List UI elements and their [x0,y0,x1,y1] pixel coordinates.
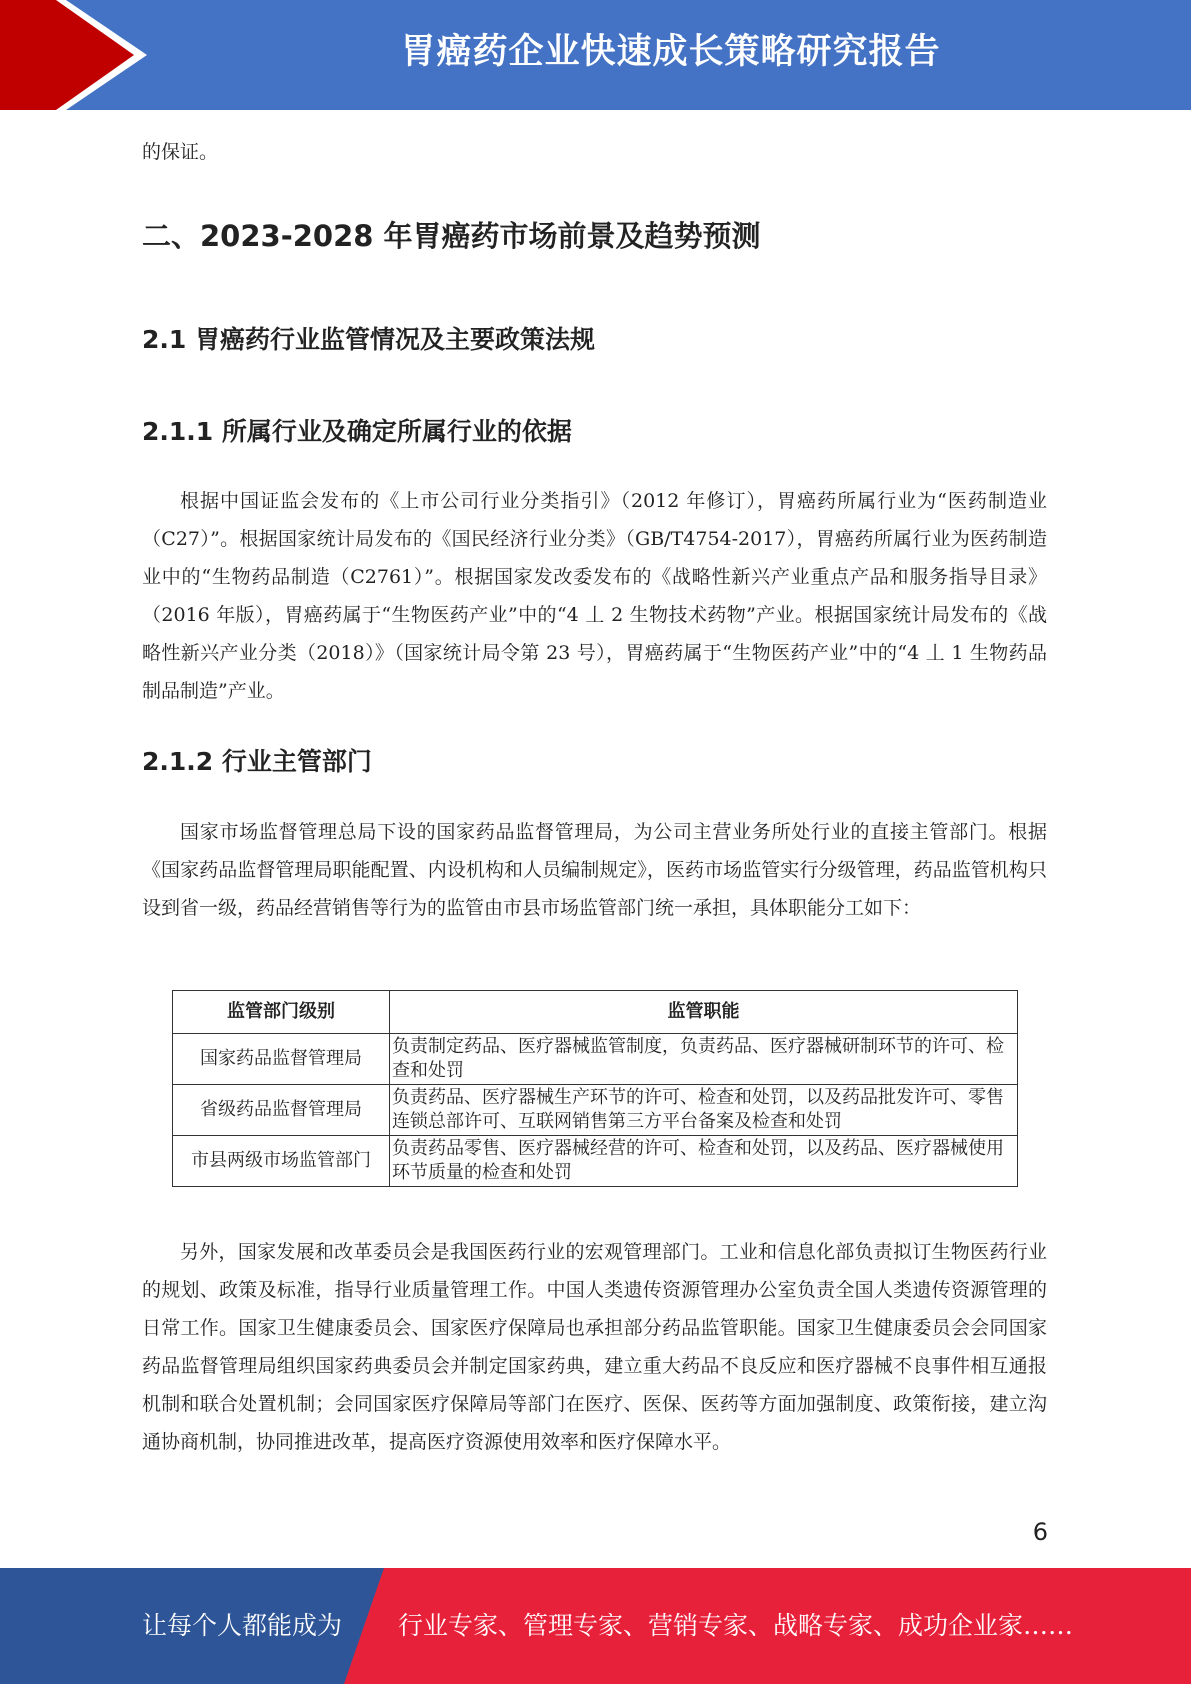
footer-slogan-right: 行业专家、管理专家、营销专家、战略专家、成功企业家…… [398,1611,1074,1640]
page-header [0,0,1191,110]
table-cell-function: 负责药品零售、医疗器械经营的许可、检查和处罚，以及药品、医疗器械使用环节质量的检查和处罚 [390,1136,1018,1187]
table-header-row [173,991,1018,1034]
table-row [173,1136,1018,1187]
table-row [173,1085,1018,1136]
page-body [142,134,1047,1453]
table-cell-level: 省级药品监督管理局 [173,1085,390,1136]
table-cell-function: 负责药品、医疗器械生产环节的许可、检查和处罚，以及药品批发许可、零售连锁总部许可、互联网销售第三方平台备案及检查和处罚 [390,1085,1018,1136]
section-heading: 二、2023-2028 年胃癌药市场前景及趋势预测 [142,219,761,253]
table-header-function: 监管职能 [390,991,1018,1034]
table-cell-level: 市县两级市场监管部门 [173,1136,390,1187]
page-footer [0,1568,1191,1684]
supervision-table [172,990,1018,1187]
table-row [173,1034,1018,1085]
continuation-text: 的保证。 [142,141,219,163]
authority-paragraph: 国家市场监督管理总局下设的国家药品监督管理局，为公司主营业务所处行业的直接主管部门。根据《国家药品监督管理局职能配置、内设机构和人员编制规定》，医药市场监管实行分级管理，药品监管机构只设到省一级，药品经营销售等行为的监管由市县市场监管部门统一承担，具体职能分工如下： [142,821,1047,919]
closing-paragraph: 另外，国家发展和改革委员会是我国医药行业的宏观管理部门。工业和信息化部负责拟订生物医药行业的规划、政策及标准，指导行业质量管理工作。中国人类遗传资源管理办公室负责全国人类遗传资源管理的日常工作。国家卫生健康委员会、国家医疗保障局也承担部分药品监管职能。国家卫生健康委员会会同国家药品监督管理局组织国家药典委员会并制定国家药典，建立重大药品不良反应和医疗器械不良事件相互通报机制和联合处置机制；会同国家医疗保障局等部门在医疗、医保、医药等方面加强制度、政策衔接，建立沟通协商机制，协同推进改革，提高医疗资源使用效率和医疗保障水平。 [142,1241,1047,1453]
table-cell-level: 国家药品监督管理局 [173,1034,390,1085]
subsection-2-1-1-heading: 2.1.1 所属行业及确定所属行业的依据 [142,417,572,446]
footer-slogan-left: 让每个人都能成为 [142,1611,343,1640]
table-cell-function: 负责制定药品、医疗器械监管制度，负责药品、医疗器械研制环节的许可、检查和处罚 [390,1034,1018,1085]
table-header-level: 监管部门级别 [173,991,390,1034]
header-arrow-decoration [0,0,150,110]
industry-basis-paragraph: 根据中国证监会发布的《上市公司行业分类指引》（2012 年修订），胃癌药所属行业为“医药制造业（C27）”。根据国家统计局发布的《国民经济行业分类》（GB/T4754-2017），胃癌药所属行业为医药制造业中的“生物药品制造（C2761）”。根据国家发改委发布的《战略性新兴产业重点产品和服务指导目录》（2016 年版），胃癌药属于“生物医药产业”中的“4 丄 2 生物技术药物”产业。根据国家统计局发布的《战略性新兴产业分类（2018）》（国家统计局令第 23 号），胃癌药属于“生物医药产业”中的“4 丄 1 生物药品制品制造”产业。 [142,490,1047,702]
report-title: 胃癌药企业快速成长策略研究报告 [400,32,941,72]
subsection-heading: 2.1 胃癌药行业监管情况及主要政策法规 [142,325,595,354]
subsection-2-1-2-heading: 2.1.2 行业主管部门 [142,747,372,776]
page-number: 6 [1032,1518,1048,1546]
